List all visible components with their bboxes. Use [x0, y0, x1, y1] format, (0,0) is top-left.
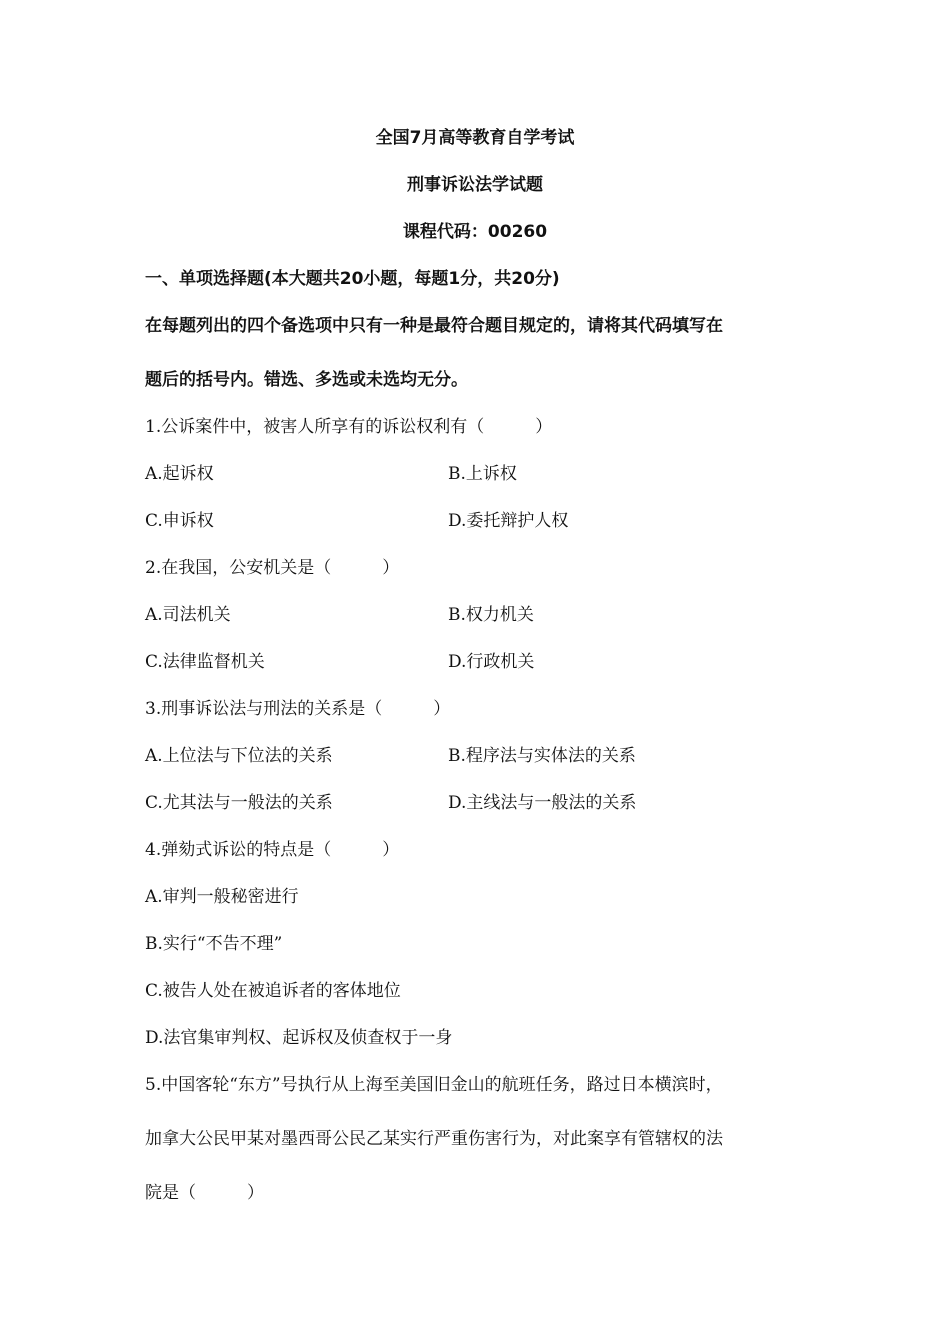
question-3-option-b: B.程序法与实体法的关系	[448, 746, 636, 766]
question-2-option-d: D.行政机关	[448, 652, 535, 672]
question-3-stem: 3.刑事诉讼法与刑法的关系是（ ）	[145, 699, 451, 719]
question-5-stem-line-2: 加拿大公民甲某对墨西哥公民乙某实行严重伤害行为，对此案享有管辖权的法	[145, 1129, 723, 1149]
question-3-option-a: A.上位法与下位法的关系	[145, 746, 333, 766]
question-2-option-b: B.权力机关	[448, 605, 534, 625]
section-instructions-line-2: 题后的括号内。错选、多选或未选均无分。	[145, 370, 468, 390]
course-code: 课程代码：00260	[402, 222, 548, 242]
section-heading: 一、单项选择题(本大题共20小题，每题1分，共20分)	[145, 269, 560, 289]
question-1-stem: 1.公诉案件中，被害人所享有的诉讼权利有（ ）	[145, 417, 553, 437]
question-1-option-d: D.委托辩护人权	[448, 511, 569, 531]
question-3-option-d: D.主线法与一般法的关系	[448, 793, 637, 813]
question-3-option-c: C.尤其法与一般法的关系	[145, 793, 333, 813]
exam-title: 全国7月高等教育自学考试	[375, 128, 575, 148]
section-instructions-line-1: 在每题列出的四个备选项中只有一种是最符合题目规定的，请将其代码填写在	[145, 316, 723, 336]
question-1-option-b: B.上诉权	[448, 464, 517, 484]
question-2-option-a: A.司法机关	[145, 605, 231, 625]
exam-subject: 刑事诉讼法学试题	[407, 175, 543, 195]
question-2-option-c: C.法律监督机关	[145, 652, 265, 672]
question-2-stem: 2.在我国，公安机关是（ ）	[145, 558, 400, 578]
question-4-option-b: B.实行“不告不理”	[145, 934, 283, 954]
question-1-option-a: A.起诉权	[145, 464, 214, 484]
question-5-stem-line-3: 院是（ ）	[145, 1183, 264, 1203]
question-5-stem-line-1: 5.中国客轮“东方”号执行从上海至美国旧金山的航班任务，路过日本横滨时，	[145, 1075, 723, 1095]
question-4-stem: 4.弹劾式诉讼的特点是（ ）	[145, 840, 400, 860]
question-4-option-d: D.法官集审判权、起诉权及侦查权于一身	[145, 1028, 453, 1048]
question-1-option-c: C.申诉权	[145, 511, 214, 531]
question-4-option-a: A.审判一般秘密进行	[145, 887, 299, 907]
question-4-option-c: C.被告人处在被追诉者的客体地位	[145, 981, 401, 1001]
